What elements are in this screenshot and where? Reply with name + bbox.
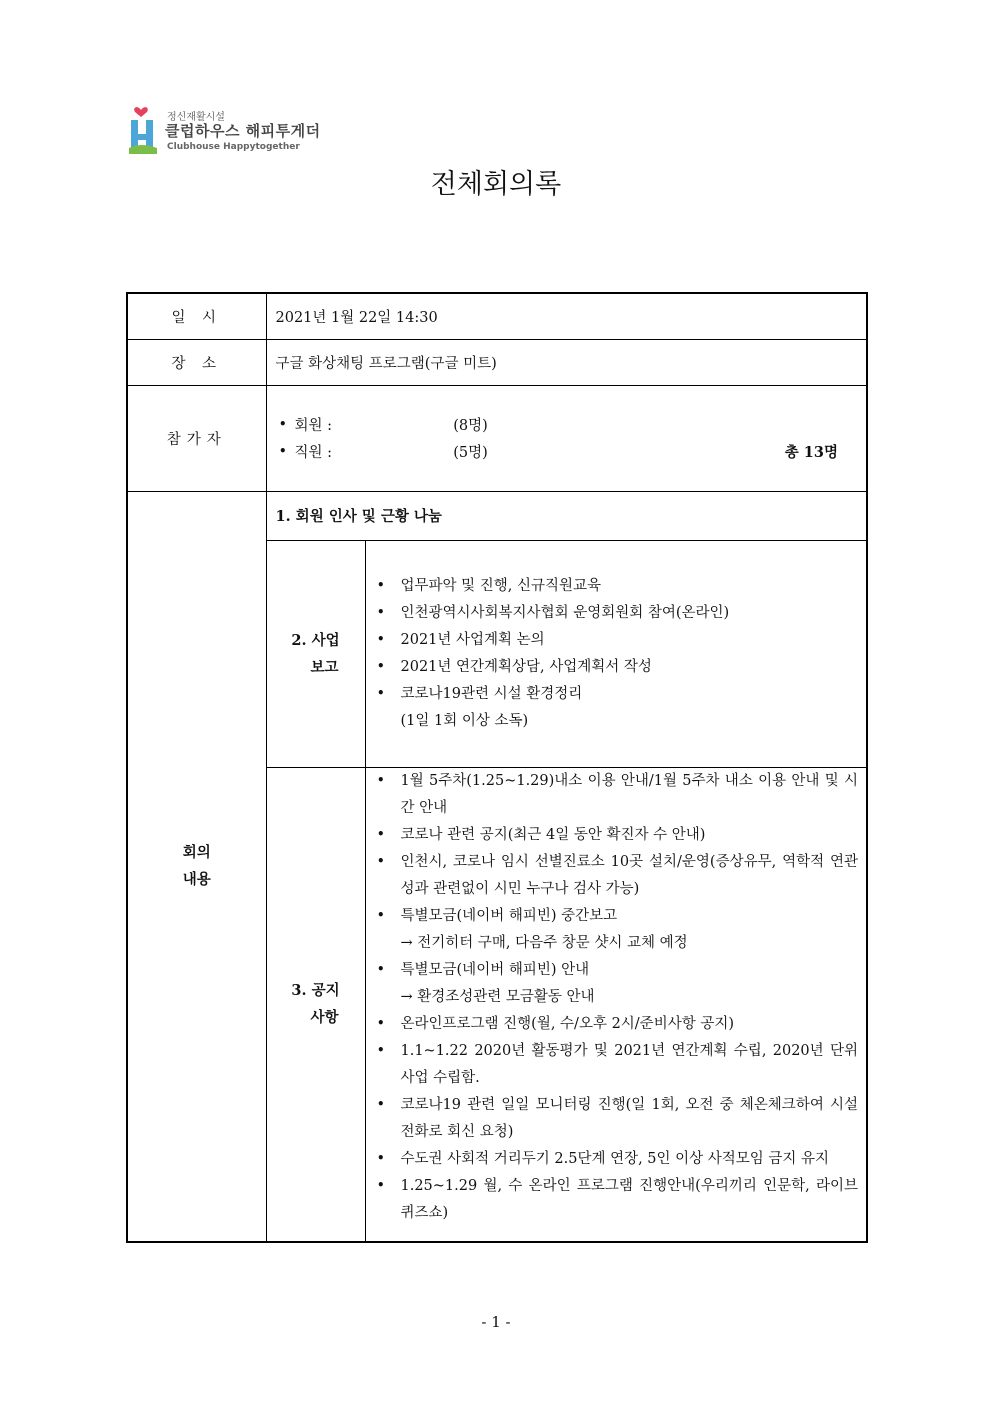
bullet-item xyxy=(375,627,859,654)
meeting-content-label xyxy=(127,491,266,1242)
attendees-total: 총 13명 xyxy=(784,444,838,461)
bullet-continuation: → 환경조성관련 모금활동 안내 xyxy=(400,988,595,1005)
bullet-continuation: (1일 1회 이상 소독) xyxy=(400,712,529,729)
bullet-item xyxy=(375,1146,859,1173)
page-number: - 1 - xyxy=(481,1313,511,1331)
meeting-content-label-line2: 내용 xyxy=(182,871,211,889)
bullet-item xyxy=(375,573,859,600)
bullet-item xyxy=(375,903,859,957)
item1-row xyxy=(127,491,867,540)
members-line xyxy=(267,411,867,438)
staff-line xyxy=(267,438,867,465)
happytogether-logo-icon xyxy=(127,104,163,156)
place-row xyxy=(127,339,867,385)
bullet-item xyxy=(375,849,859,903)
item3-content xyxy=(365,767,867,1242)
attendees-row xyxy=(127,385,867,491)
bullet-text: 업무파악 및 진행, 신규직원교육 xyxy=(400,577,602,594)
bullet-text: 1월 5주차(1.25~1.29)내소 이용 안내/1월 5주차 내소 이용 안내 및 시간 안내 xyxy=(400,772,858,816)
staff-count: (5명) xyxy=(453,445,488,461)
logo-name: 클럽하우스 해피투게더 xyxy=(165,122,321,140)
bullet: • xyxy=(278,443,288,460)
minutes-table xyxy=(126,292,868,1243)
datetime-value: 2021년 1월 22일 14:30 xyxy=(266,293,867,339)
item2-bullet-list xyxy=(366,573,867,735)
logo-english-name: Clubhouse Happytogether xyxy=(167,142,300,152)
meeting-content-label-line1: 회의 xyxy=(182,844,211,862)
item1-title: 1. 회원 인사 및 근황 나눔 xyxy=(266,491,867,540)
place-label: 장 소 xyxy=(127,339,266,385)
bullet-item xyxy=(375,822,859,849)
bullet-item xyxy=(375,768,859,822)
datetime-label: 일 시 xyxy=(127,293,266,339)
item3-label xyxy=(266,767,365,1242)
bullet-text: 2021년 사업계획 논의 xyxy=(400,631,545,648)
datetime-row xyxy=(127,293,867,339)
logo-subtitle: 정신재활시설 xyxy=(167,112,225,123)
bullet-text: 특별모금(네이버 해피빈) 중간보고 xyxy=(400,907,618,924)
bullet-text: 2021년 연간계획상담, 사업계획서 작성 xyxy=(400,658,652,675)
bullet-text: 코로나 관련 공지(최근 4일 동안 확진자 수 안내) xyxy=(400,826,706,843)
bullet-item xyxy=(375,654,859,681)
bullet-item xyxy=(375,681,859,735)
document-title: 전체회의록 xyxy=(430,169,562,200)
place-value: 구글 화상채팅 프로그램(구글 미트) xyxy=(266,339,867,385)
members-label: 회원 : xyxy=(294,418,333,434)
bullet-text: 코로나19 관련 일일 모니터링 진행(일 1회, 오전 중 체온체크하여 시설 전화로 회신 요청) xyxy=(400,1096,858,1140)
bullet-text: 코로나19관련 시설 환경정리 xyxy=(400,685,583,702)
item2-content xyxy=(365,540,867,767)
item2-label xyxy=(266,540,365,767)
bullet-text: 1.25~1.29 월, 수 온라인 프로그램 진행안내(우리끼리 인문학, 라이브 퀴즈쇼) xyxy=(400,1177,858,1221)
members-count: (8명) xyxy=(453,418,488,434)
bullet-item xyxy=(375,600,859,627)
item3-label-line2: 사항 xyxy=(310,1009,339,1027)
clubhouse-logo xyxy=(127,104,327,158)
attendees-label: 참가자 xyxy=(127,385,266,491)
bullet-text: 온라인프로그램 진행(월, 수/오후 2시/준비사항 공지) xyxy=(400,1015,734,1032)
item2-label-line1: 2. 사업 xyxy=(291,631,340,649)
item3-label-line1: 3. 공지 xyxy=(291,982,340,1000)
staff-label: 직원 : xyxy=(294,445,333,461)
bullet-text: 수도권 사회적 거리두기 2.5단계 연장, 5인 이상 사적모임 금지 유지 xyxy=(400,1150,830,1167)
bullet-item xyxy=(375,957,859,1011)
bullet-text: 특별모금(네이버 해피빈) 안내 xyxy=(400,961,590,978)
item2-label-line2: 보고 xyxy=(310,658,339,676)
bullet-continuation: → 전기히터 구매, 다음주 창문 샷시 교체 예정 xyxy=(400,934,688,951)
bullet-text: 인천시, 코로나 임시 선별진료소 10곳 설치/운영(증상유무, 역학적 연관성과 관련없이 시민 누구나 검사 가능) xyxy=(400,853,858,897)
bullet-item xyxy=(375,1092,859,1146)
bullet-text: 인천광역시사회복지사협회 운영회원회 참여(온라인) xyxy=(400,604,730,621)
bullet-item xyxy=(375,1011,859,1038)
bullet-item xyxy=(375,1038,859,1092)
bullet-item xyxy=(375,1173,859,1227)
bullet: • xyxy=(278,416,288,433)
bullet-text: 1.1~1.22 2020년 활동평가 및 2021년 연간계획 수립, 2020년 단위사업 수립함. xyxy=(400,1042,858,1086)
attendees-value xyxy=(266,385,867,491)
item3-bullet-list xyxy=(366,768,867,1227)
